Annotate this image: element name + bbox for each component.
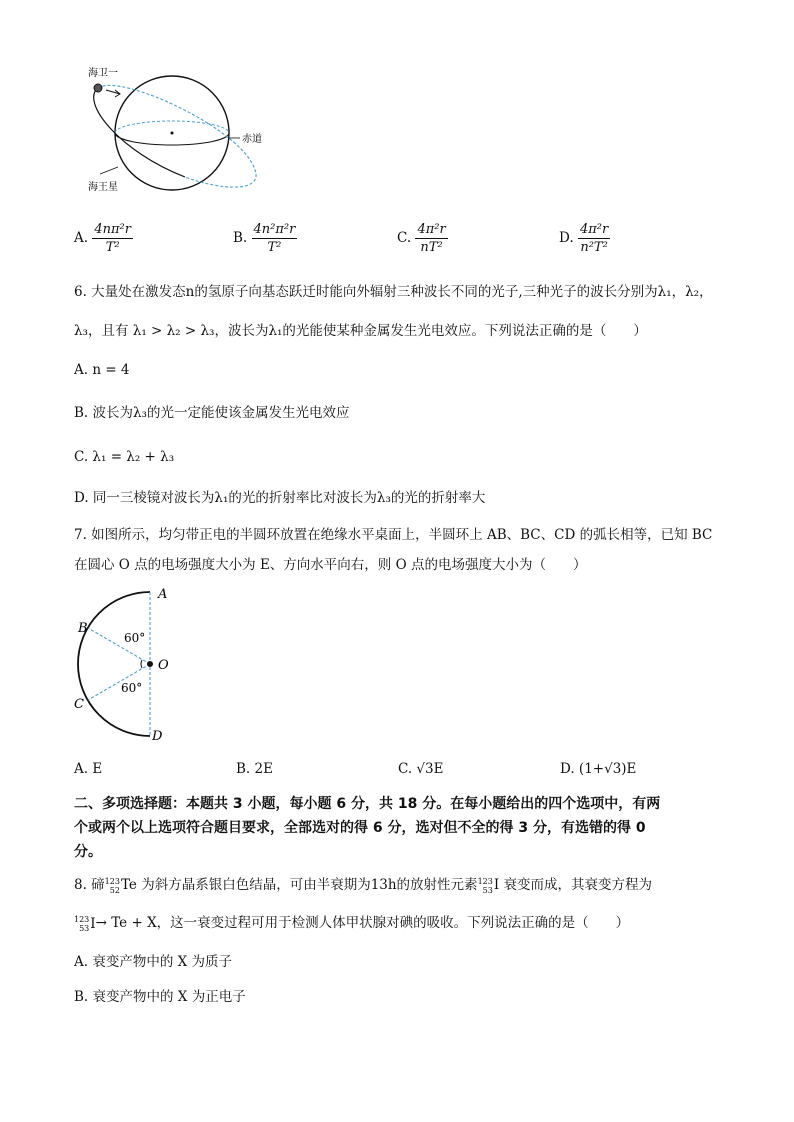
q5-option-c [397,222,448,255]
q8-equation-text: → Te + X，这一衰变过程可用于检测人体甲状腺对碘的吸收。下列说法正确的是（ ） [95,915,630,931]
i-nuclide: 123 53 [477,876,493,895]
option-letter: D. [559,230,574,246]
point-b-label: B [78,621,88,636]
point-c-label: C [74,697,84,712]
q6-stem-line2: λ₃，且有 λ₁ > λ₂ > λ₃，波长为λ₁的光能使某种金属发生光电效应。下列说法正确的是（ ） [74,323,647,339]
q5-option-d [559,222,610,255]
angle-top-label: 60° [124,631,146,645]
te-nuclide: 123 52 [104,876,120,895]
q5-option-b [233,222,297,255]
option-letter: A. [74,230,89,246]
q8-text-c: I 衰变而成，其衰变方程为 [493,877,652,893]
q8-stem-line2 [74,914,629,933]
q5-option-a [74,222,133,255]
point-a-label: A [158,587,168,602]
q8-option-a: A. 衰变产物中的 X 为质子 [74,954,233,970]
q7-option-c: C. √3E [398,761,444,777]
q6-option-b: B. 波长为λ₃的光一定能使该金属发生光电效应 [74,405,350,421]
numerator: 4π²r [417,222,446,237]
section2-line2: 个或两个以上选项符合题目要求，全部选对的得 6 分，选对但不全的得 3 分，有选错的得 0 [74,820,646,836]
q7-stem-line2: 在圆心 O 点的电场强度大小为 E、方向水平向右，则 O 点的电场强度大小为（ ） [74,557,587,573]
i-nuclide-eq: 123 53 I [74,914,96,933]
semicircle-ring-figure [68,582,198,747]
q8-stem-line1 [74,876,652,895]
q6-option-a: A. n = 4 [74,362,130,378]
q8-text-b: Te 为斜方晶系银白色结晶，可由半衰期为13h的放射性元素 [120,877,478,893]
point-d-label: D [152,729,163,744]
denominator: T² [105,240,120,255]
satellite-label: 海卫一 [88,68,118,79]
fraction [252,222,298,255]
fraction [415,222,447,255]
numerator: 4π²r [579,222,609,237]
denominator: T² [267,240,282,255]
section2-line3: 分。 [74,844,102,860]
option-letter: C. [397,230,412,246]
q8-option-b: B. 衰变产物中的 X 为正电子 [74,989,246,1005]
q6-option-c: C. λ₁ = λ₂ + λ₃ [74,449,175,465]
point-o-label: O [158,658,169,673]
denominator: nT² [420,240,443,255]
q7-stem-line1: 7. 如图所示，均匀带正电的半圆环放置在绝缘水平桌面上，半圆环上 AB、BC、CD 的弧长相等，已知 BC [74,527,713,543]
section2-line1: 二、多项选择题：本题共 3 小题，每小题 6 分，共 18 分。在每小题给出的四个选项中，有两 [74,796,661,812]
q8-text-a: 8. 碲 [74,877,105,893]
option-letter: B. [233,230,248,246]
equator-label: 赤道 [242,134,262,145]
q7-option-a: A. E [74,761,103,777]
denominator: n²T² [580,240,608,255]
q6-stem-line1: 6. 大量处在激发态n的氢原子向基态跃迁时能向外辐射三种波长不同的光子,三种光子的波长分别为λ₁，λ₂， [74,284,713,300]
numerator: 4nπ²r [94,222,131,237]
q7-option-d: D. (1+√3)E [560,761,637,777]
angle-bottom-label: 60° [121,681,143,695]
fraction [578,222,610,255]
neptune-orbit-figure [80,62,280,202]
q7-option-b: B. 2E [236,761,273,777]
q6-option-d: D. 同一三棱镜对波长为λ₁的光的折射率比对波长为λ₃的光的折射率大 [74,490,486,506]
fraction [92,222,133,255]
numerator: 4n²π²r [253,222,296,237]
planet-label: 海王星 [88,182,118,193]
